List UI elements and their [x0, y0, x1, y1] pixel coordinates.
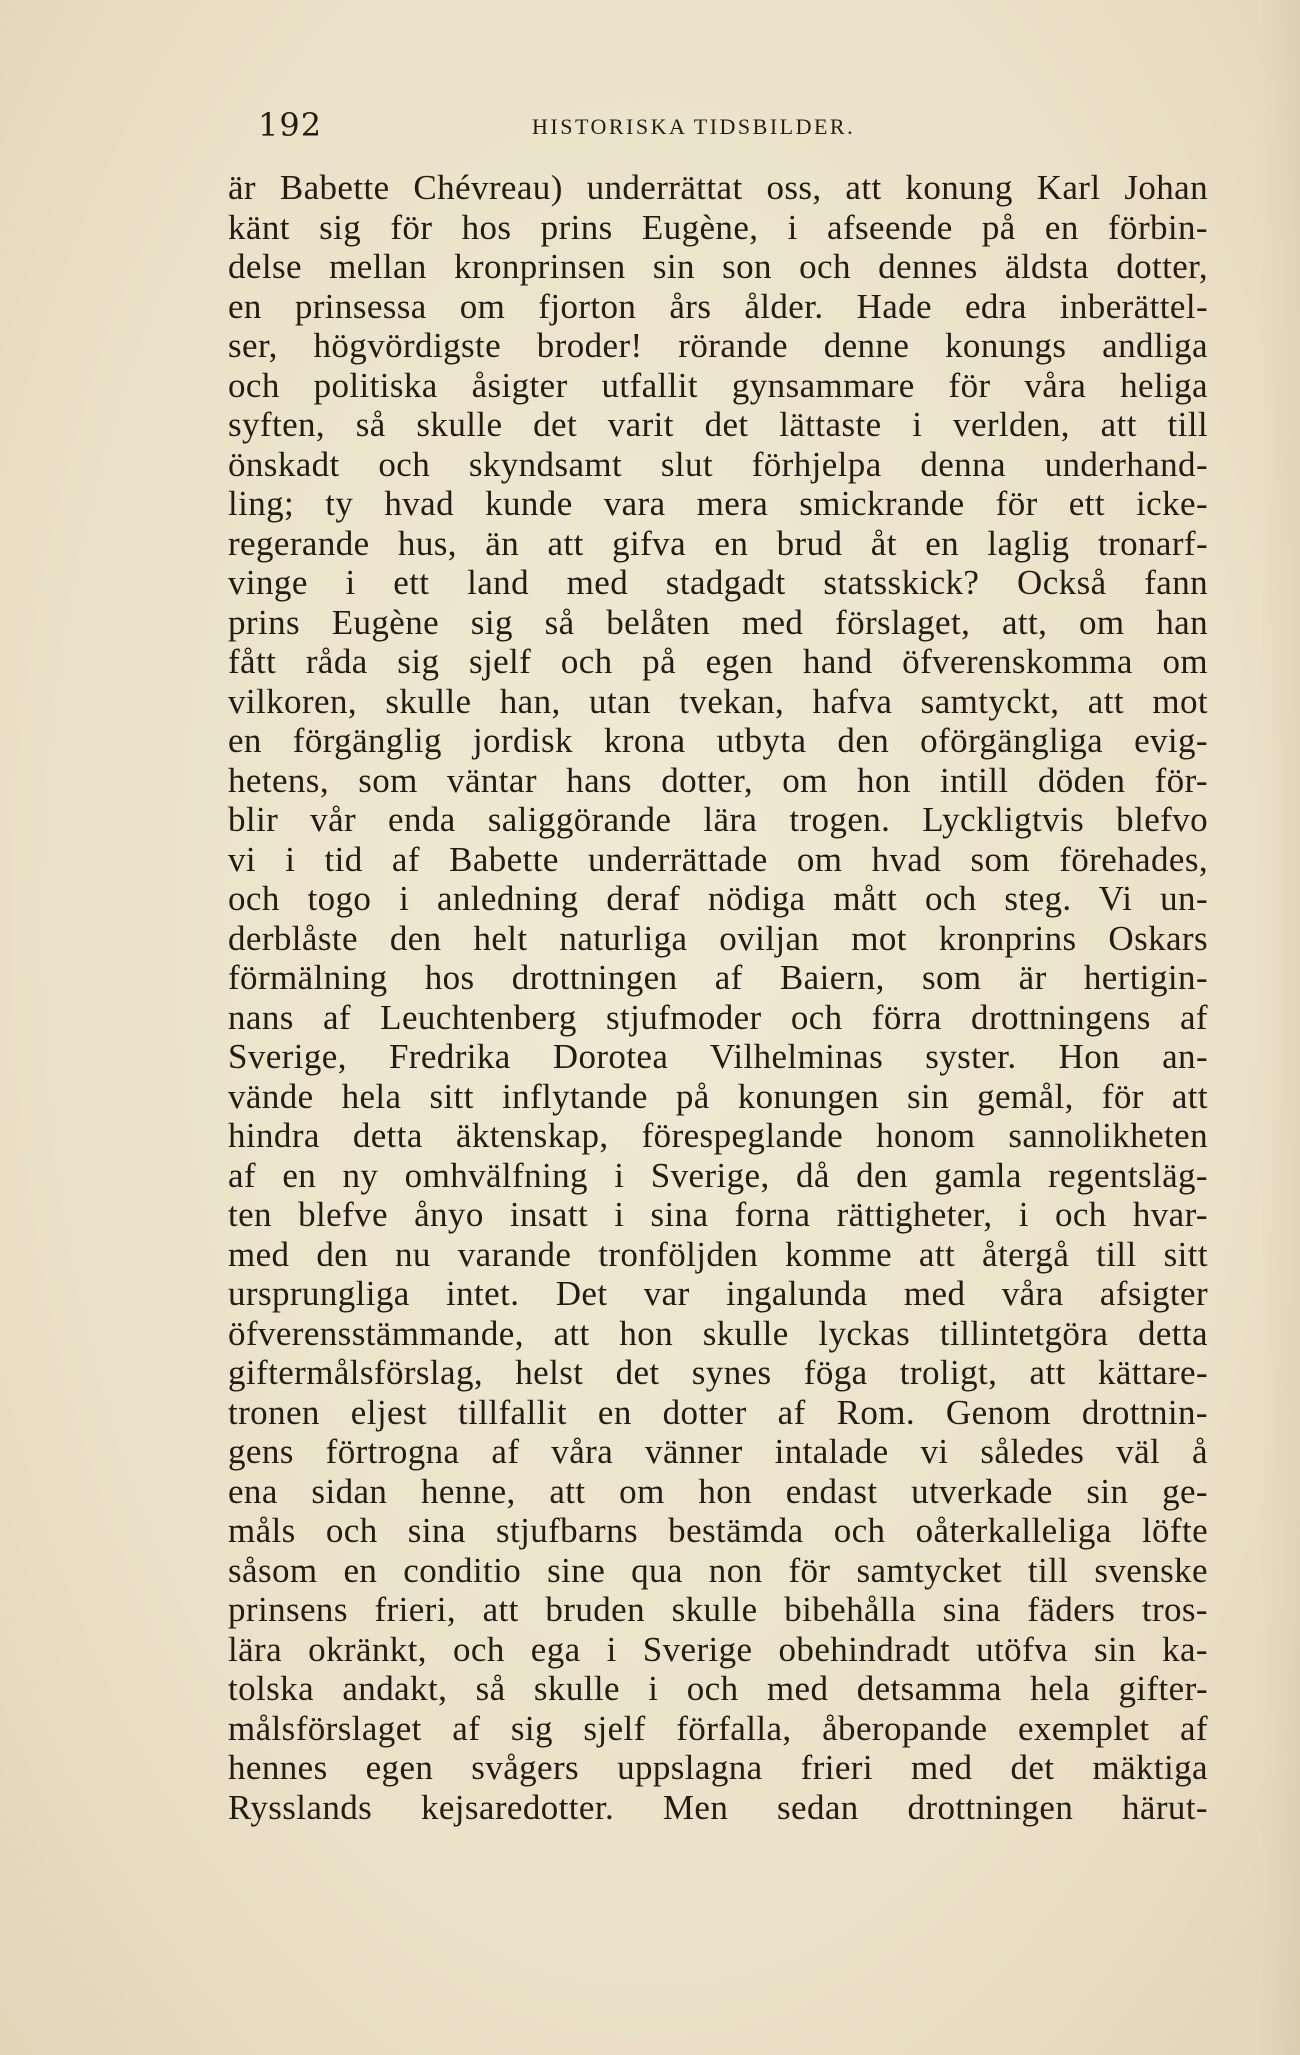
text-line: syften, så skulle det varit det lättaste i verlden, att till [228, 405, 1208, 444]
text-line: regerande hus, än att gifva en brud åt en laglig tronarf- [228, 523, 1208, 563]
text-line: öfverensstämmande, att hon skulle lyckas tillintetgöra detta [228, 1313, 1208, 1353]
text-line: ena sidan henne, att om hon endast utverkade sin ge- [228, 1471, 1208, 1511]
text-line: Sverige, Fredrika Dorotea Vilhelminas syster. Hon an- [228, 1037, 1208, 1076]
text-line: af en ny omhvälfning i Sverige, då den gamla regentsläg- [228, 1155, 1208, 1195]
text-line: med den nu varande tronföljden komme att återgå till sitt [228, 1234, 1208, 1274]
text-line: ling; ty hvad kunde vara mera smickrande för ett icke- [228, 484, 1208, 523]
text-line: måls och sina stjufbarns bestämda och oåterkalleliga löfte [228, 1511, 1208, 1550]
text-line: hetens, som väntar hans dotter, om hon intill döden för- [228, 760, 1208, 800]
text-line: fått råda sig sjelf och på egen hand öfverenskomma om [228, 642, 1208, 681]
text-line: prinsens frieri, att bruden skulle bibehålla sina fäders tros- [228, 1590, 1208, 1629]
text-line: lära okränkt, och ega i Sverige obehindradt utöfva sin ka- [228, 1629, 1208, 1669]
page-number: 192 [258, 106, 323, 144]
text-line: känt sig för hos prins Eugène, i afseende på en förbin- [228, 207, 1208, 247]
text-line: Rysslands kejsaredotter. Men sedan drottningen härut- [228, 1787, 1208, 1827]
text-line: ursprungliga intet. Det var ingalunda med våra afsigter [228, 1274, 1208, 1313]
text-line: ten blefve ånyo insatt i sina forna rättigheter, i och hvar- [228, 1195, 1208, 1234]
text-line: är Babette Chévreau) underrättat oss, att konung Karl Johan [228, 168, 1208, 207]
text-line: ser, högvördigste broder! rörande denne konungs andliga [228, 326, 1208, 365]
text-line: såsom en conditio sine qua non för samtycket till svenske [228, 1550, 1208, 1590]
text-line: vi i tid af Babette underrättade om hvad som förehades, [228, 839, 1208, 879]
text-line: tolska andakt, så skulle i och med detsamma hela gifter- [228, 1669, 1208, 1708]
text-line: en prinsessa om fjorton års ålder. Hade edra inberättel- [228, 286, 1208, 326]
text-line: hindra detta äktenskap, förespeglande honom sannolikheten [228, 1116, 1208, 1155]
running-head: HISTORISKA TIDSBILDER. [532, 114, 856, 139]
body-text [228, 168, 1208, 1827]
text-line: förmälning hos drottningen af Baiern, som är hertigin- [228, 958, 1208, 997]
text-line: gens förtrogna af våra vänner intalade vi således väl å [228, 1432, 1208, 1471]
text-line: derblåste den helt naturliga oviljan mot kronprins Oskars [228, 918, 1208, 958]
text-line: prins Eugène sig så belåten med förslaget, att, om han [228, 602, 1208, 642]
page-edge-shadow [1260, 0, 1300, 2055]
text-line: giftermålsförslag, helst det synes föga troligt, att kättare- [228, 1353, 1208, 1392]
text-line: vände hela sitt inflytande på konungen sin gemål, för att [228, 1076, 1208, 1116]
text-line: tronen eljest tillfallit en dotter af Rom. Genom drottnin- [228, 1392, 1208, 1432]
text-line: nans af Leuchtenberg stjufmoder och förra drottningens af [228, 997, 1208, 1037]
text-line: vinge i ett land med stadgadt statsskick? Också fann [228, 563, 1208, 602]
page-header [0, 106, 1300, 146]
text-line: önskadt och skyndsamt slut förhjelpa denna underhand- [228, 444, 1208, 484]
text-line: vilkoren, skulle han, utan tvekan, hafva samtyckt, att mot [228, 681, 1208, 721]
text-line: blir vår enda saliggörande lära trogen. Lyckligtvis blefvo [228, 800, 1208, 839]
text-line: och togo i anledning deraf nödiga mått och steg. Vi un- [228, 879, 1208, 918]
text-line: en förgänglig jordisk krona utbyta den oförgängliga evig- [228, 721, 1208, 760]
text-line: hennes egen svågers uppslagna frieri med det mäktiga [228, 1748, 1208, 1787]
text-line: målsförslaget af sig sjelf förfalla, åberopande exemplet af [228, 1708, 1208, 1748]
text-line: delse mellan kronprinsen sin son och dennes äldsta dotter, [228, 247, 1208, 286]
text-line: och politiska åsigter utfallit gynsammare för våra heliga [228, 365, 1208, 405]
